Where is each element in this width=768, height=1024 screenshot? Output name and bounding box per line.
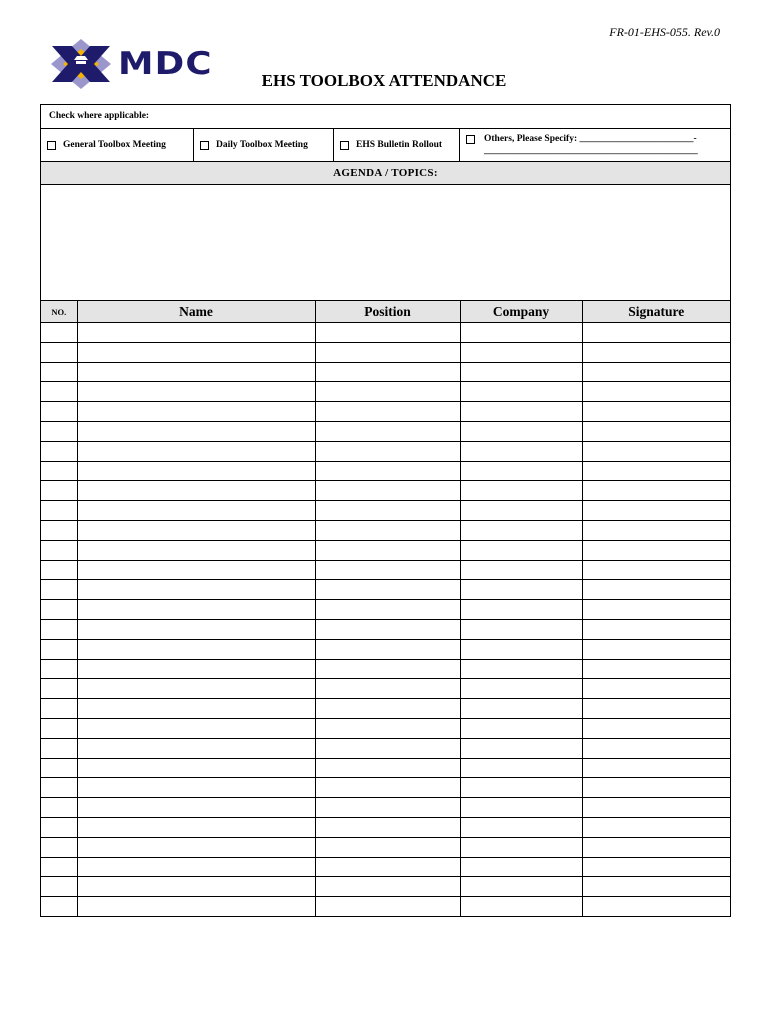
cell-company[interactable] — [460, 481, 582, 501]
cell-position[interactable] — [315, 540, 460, 560]
cell-company[interactable] — [460, 639, 582, 659]
cell-no[interactable] — [41, 421, 77, 441]
cell-name[interactable] — [77, 342, 315, 362]
cell-signature[interactable] — [582, 738, 730, 758]
table-row — [41, 580, 730, 600]
table-row — [41, 560, 730, 580]
cell-name[interactable] — [77, 857, 315, 877]
cell-position[interactable] — [315, 857, 460, 877]
cell-position[interactable] — [315, 758, 460, 778]
cell-company[interactable] — [460, 441, 582, 461]
cell-name[interactable] — [77, 520, 315, 540]
cell-no[interactable] — [41, 837, 77, 857]
cell-no[interactable] — [41, 778, 77, 798]
cell-signature[interactable] — [582, 798, 730, 818]
form-title: EHS TOOLBOX ATTENDANCE — [261, 71, 507, 90]
cell-signature[interactable] — [582, 837, 730, 857]
cell-company[interactable] — [460, 362, 582, 382]
table-row — [41, 540, 730, 560]
cell-name[interactable] — [77, 481, 315, 501]
cell-company[interactable] — [460, 659, 582, 679]
table-row — [41, 738, 730, 758]
cell-name[interactable] — [77, 402, 315, 422]
logo-text: MDC — [118, 45, 213, 82]
option-label: General Toolbox Meeting — [63, 140, 166, 150]
cell-no[interactable] — [41, 560, 77, 580]
table-row — [41, 718, 730, 738]
cell-no[interactable] — [41, 718, 77, 738]
cell-position[interactable] — [315, 837, 460, 857]
cell-name[interactable] — [77, 817, 315, 837]
cell-no[interactable] — [41, 758, 77, 778]
agenda-header: AGENDA / TOPICS: — [41, 162, 730, 185]
table-row — [41, 877, 730, 897]
cell-position[interactable] — [315, 421, 460, 441]
table-row — [41, 501, 730, 521]
cell-no[interactable] — [41, 441, 77, 461]
cell-company[interactable] — [460, 778, 582, 798]
cell-no[interactable] — [41, 580, 77, 600]
cell-position[interactable] — [315, 877, 460, 897]
cell-position[interactable] — [315, 699, 460, 719]
cell-no[interactable] — [41, 481, 77, 501]
cell-signature[interactable] — [582, 817, 730, 837]
cell-no[interactable] — [41, 362, 77, 382]
cell-company[interactable] — [460, 699, 582, 719]
cell-name[interactable] — [77, 421, 315, 441]
cell-name[interactable] — [77, 778, 315, 798]
cell-company[interactable] — [460, 877, 582, 897]
table-row — [41, 758, 730, 778]
cell-signature[interactable] — [582, 520, 730, 540]
cell-company[interactable] — [460, 540, 582, 560]
cell-position[interactable] — [315, 718, 460, 738]
table-row — [41, 600, 730, 620]
cell-signature[interactable] — [582, 659, 730, 679]
check-applicable-label: Check where applicable: — [49, 111, 150, 121]
cell-signature[interactable] — [582, 718, 730, 738]
cell-no[interactable] — [41, 600, 77, 620]
column-header-company: Company — [460, 301, 582, 323]
cell-no[interactable] — [41, 817, 77, 837]
cell-no[interactable] — [41, 461, 77, 481]
cell-company[interactable] — [460, 817, 582, 837]
cell-no[interactable] — [41, 540, 77, 560]
cell-company[interactable] — [460, 857, 582, 877]
cell-no[interactable] — [41, 520, 77, 540]
checkbox-icon[interactable] — [47, 141, 56, 150]
table-header-row — [41, 301, 730, 323]
cell-position[interactable] — [315, 501, 460, 521]
cell-signature[interactable] — [582, 441, 730, 461]
cell-position[interactable] — [315, 481, 460, 501]
option-daily-toolbox[interactable] — [193, 129, 333, 161]
cell-signature[interactable] — [582, 323, 730, 343]
cell-position[interactable] — [315, 659, 460, 679]
cell-name[interactable] — [77, 560, 315, 580]
cell-name[interactable] — [77, 758, 315, 778]
cell-name[interactable] — [77, 738, 315, 758]
cell-position[interactable] — [315, 402, 460, 422]
cell-signature[interactable] — [582, 560, 730, 580]
cell-signature[interactable] — [582, 580, 730, 600]
cell-company[interactable] — [460, 580, 582, 600]
cell-company[interactable] — [460, 619, 582, 639]
cell-position[interactable] — [315, 600, 460, 620]
column-header-signature: Signature — [582, 301, 730, 323]
cell-company[interactable] — [460, 600, 582, 620]
cell-name[interactable] — [77, 679, 315, 699]
cell-name[interactable] — [77, 798, 315, 818]
attendance-form — [40, 104, 731, 917]
option-others[interactable] — [459, 129, 730, 161]
table-row — [41, 778, 730, 798]
cell-signature[interactable] — [582, 639, 730, 659]
table-row — [41, 323, 730, 343]
cell-signature[interactable] — [582, 501, 730, 521]
table-row — [41, 342, 730, 362]
attendance-table — [41, 301, 730, 916]
table-row — [41, 659, 730, 679]
table-row — [41, 382, 730, 402]
cell-position[interactable] — [315, 619, 460, 639]
table-row — [41, 619, 730, 639]
cell-name[interactable] — [77, 639, 315, 659]
cell-no[interactable] — [41, 619, 77, 639]
cell-position[interactable] — [315, 323, 460, 343]
table-row — [41, 639, 730, 659]
cell-signature[interactable] — [582, 758, 730, 778]
cell-position[interactable] — [315, 817, 460, 837]
cell-signature[interactable] — [582, 461, 730, 481]
column-header-no: NO. — [41, 301, 77, 323]
cell-position[interactable] — [315, 342, 460, 362]
table-row — [41, 402, 730, 422]
cell-company[interactable] — [460, 382, 582, 402]
table-row — [41, 679, 730, 699]
table-row — [41, 520, 730, 540]
cell-position[interactable] — [315, 560, 460, 580]
table-row — [41, 421, 730, 441]
meeting-type-options — [41, 128, 730, 162]
cell-signature[interactable] — [582, 362, 730, 382]
column-header-name: Name — [77, 301, 315, 323]
table-row — [41, 699, 730, 719]
cell-position[interactable] — [315, 778, 460, 798]
document-reference: FR-01-EHS-055. Rev.0 — [609, 25, 720, 39]
cell-name[interactable] — [77, 501, 315, 521]
cell-company[interactable] — [460, 402, 582, 422]
cell-position[interactable] — [315, 580, 460, 600]
column-header-position: Position — [315, 301, 460, 323]
option-ehs-bulletin[interactable] — [333, 129, 459, 161]
others-specify-line[interactable]: _____________________________________________ — [484, 146, 698, 156]
cell-company[interactable] — [460, 342, 582, 362]
cell-position[interactable] — [315, 441, 460, 461]
option-label: Daily Toolbox Meeting — [216, 140, 308, 150]
cell-position[interactable] — [315, 362, 460, 382]
cell-name[interactable] — [77, 837, 315, 857]
cell-name[interactable] — [77, 877, 315, 897]
cell-company[interactable] — [460, 560, 582, 580]
table-row — [41, 817, 730, 837]
cell-position[interactable] — [315, 639, 460, 659]
cell-company[interactable] — [460, 461, 582, 481]
others-specify-label: Others, Please Specify: ________________________- — [484, 134, 697, 144]
cell-company[interactable] — [460, 501, 582, 521]
cell-name[interactable] — [77, 718, 315, 738]
cell-company[interactable] — [460, 679, 582, 699]
cell-signature[interactable] — [582, 421, 730, 441]
cell-signature[interactable] — [582, 778, 730, 798]
cell-name[interactable] — [77, 540, 315, 560]
cell-position[interactable] — [315, 679, 460, 699]
cell-position[interactable] — [315, 798, 460, 818]
cell-signature[interactable] — [582, 619, 730, 639]
table-row — [41, 362, 730, 382]
cell-name[interactable] — [77, 619, 315, 639]
table-row — [41, 798, 730, 818]
cell-name[interactable] — [77, 659, 315, 679]
cell-no[interactable] — [41, 679, 77, 699]
checkbox-icon[interactable] — [200, 141, 209, 150]
table-row — [41, 837, 730, 857]
cell-name[interactable] — [77, 382, 315, 402]
cell-company[interactable] — [460, 718, 582, 738]
cell-company[interactable] — [460, 421, 582, 441]
cell-position[interactable] — [315, 738, 460, 758]
table-row — [41, 441, 730, 461]
cell-signature[interactable] — [582, 699, 730, 719]
table-row — [41, 857, 730, 877]
cell-no[interactable] — [41, 323, 77, 343]
cell-company[interactable] — [460, 758, 582, 778]
cell-signature[interactable] — [582, 402, 730, 422]
cell-no[interactable] — [41, 897, 77, 917]
cell-company[interactable] — [460, 323, 582, 343]
table-row — [41, 461, 730, 481]
cell-company[interactable] — [460, 837, 582, 857]
cell-no[interactable] — [41, 382, 77, 402]
cell-signature[interactable] — [582, 897, 730, 917]
cell-no[interactable] — [41, 501, 77, 521]
cell-signature[interactable] — [582, 857, 730, 877]
agenda-input-area[interactable] — [41, 185, 730, 301]
attendance-rows — [41, 323, 730, 917]
cell-position[interactable] — [315, 461, 460, 481]
cell-position[interactable] — [315, 897, 460, 917]
cell-no[interactable] — [41, 699, 77, 719]
cell-no[interactable] — [41, 342, 77, 362]
cell-company[interactable] — [460, 520, 582, 540]
cell-no[interactable] — [41, 857, 77, 877]
cell-signature[interactable] — [582, 382, 730, 402]
cell-position[interactable] — [315, 382, 460, 402]
cell-no[interactable] — [41, 402, 77, 422]
cell-name[interactable] — [77, 699, 315, 719]
option-general-toolbox[interactable] — [41, 129, 193, 161]
cell-position[interactable] — [315, 520, 460, 540]
table-row — [41, 897, 730, 917]
cell-no[interactable] — [41, 877, 77, 897]
cell-signature[interactable] — [582, 877, 730, 897]
cell-name[interactable] — [77, 600, 315, 620]
cell-company[interactable] — [460, 738, 582, 758]
cell-signature[interactable] — [582, 679, 730, 699]
cell-no[interactable] — [41, 659, 77, 679]
cell-name[interactable] — [77, 580, 315, 600]
checkbox-icon[interactable] — [340, 141, 349, 150]
cell-name[interactable] — [77, 441, 315, 461]
cell-company[interactable] — [460, 798, 582, 818]
cell-no[interactable] — [41, 798, 77, 818]
cell-name[interactable] — [77, 323, 315, 343]
cell-no[interactable] — [41, 639, 77, 659]
option-label: EHS Bulletin Rollout — [356, 140, 443, 150]
cell-signature[interactable] — [582, 540, 730, 560]
cell-signature[interactable] — [582, 481, 730, 501]
checkbox-icon[interactable] — [466, 135, 475, 144]
cell-name[interactable] — [77, 362, 315, 382]
cell-name[interactable] — [77, 461, 315, 481]
cell-name[interactable] — [77, 897, 315, 917]
cell-signature[interactable] — [582, 600, 730, 620]
cell-signature[interactable] — [582, 342, 730, 362]
cell-no[interactable] — [41, 738, 77, 758]
table-row — [41, 481, 730, 501]
cell-company[interactable] — [460, 897, 582, 917]
